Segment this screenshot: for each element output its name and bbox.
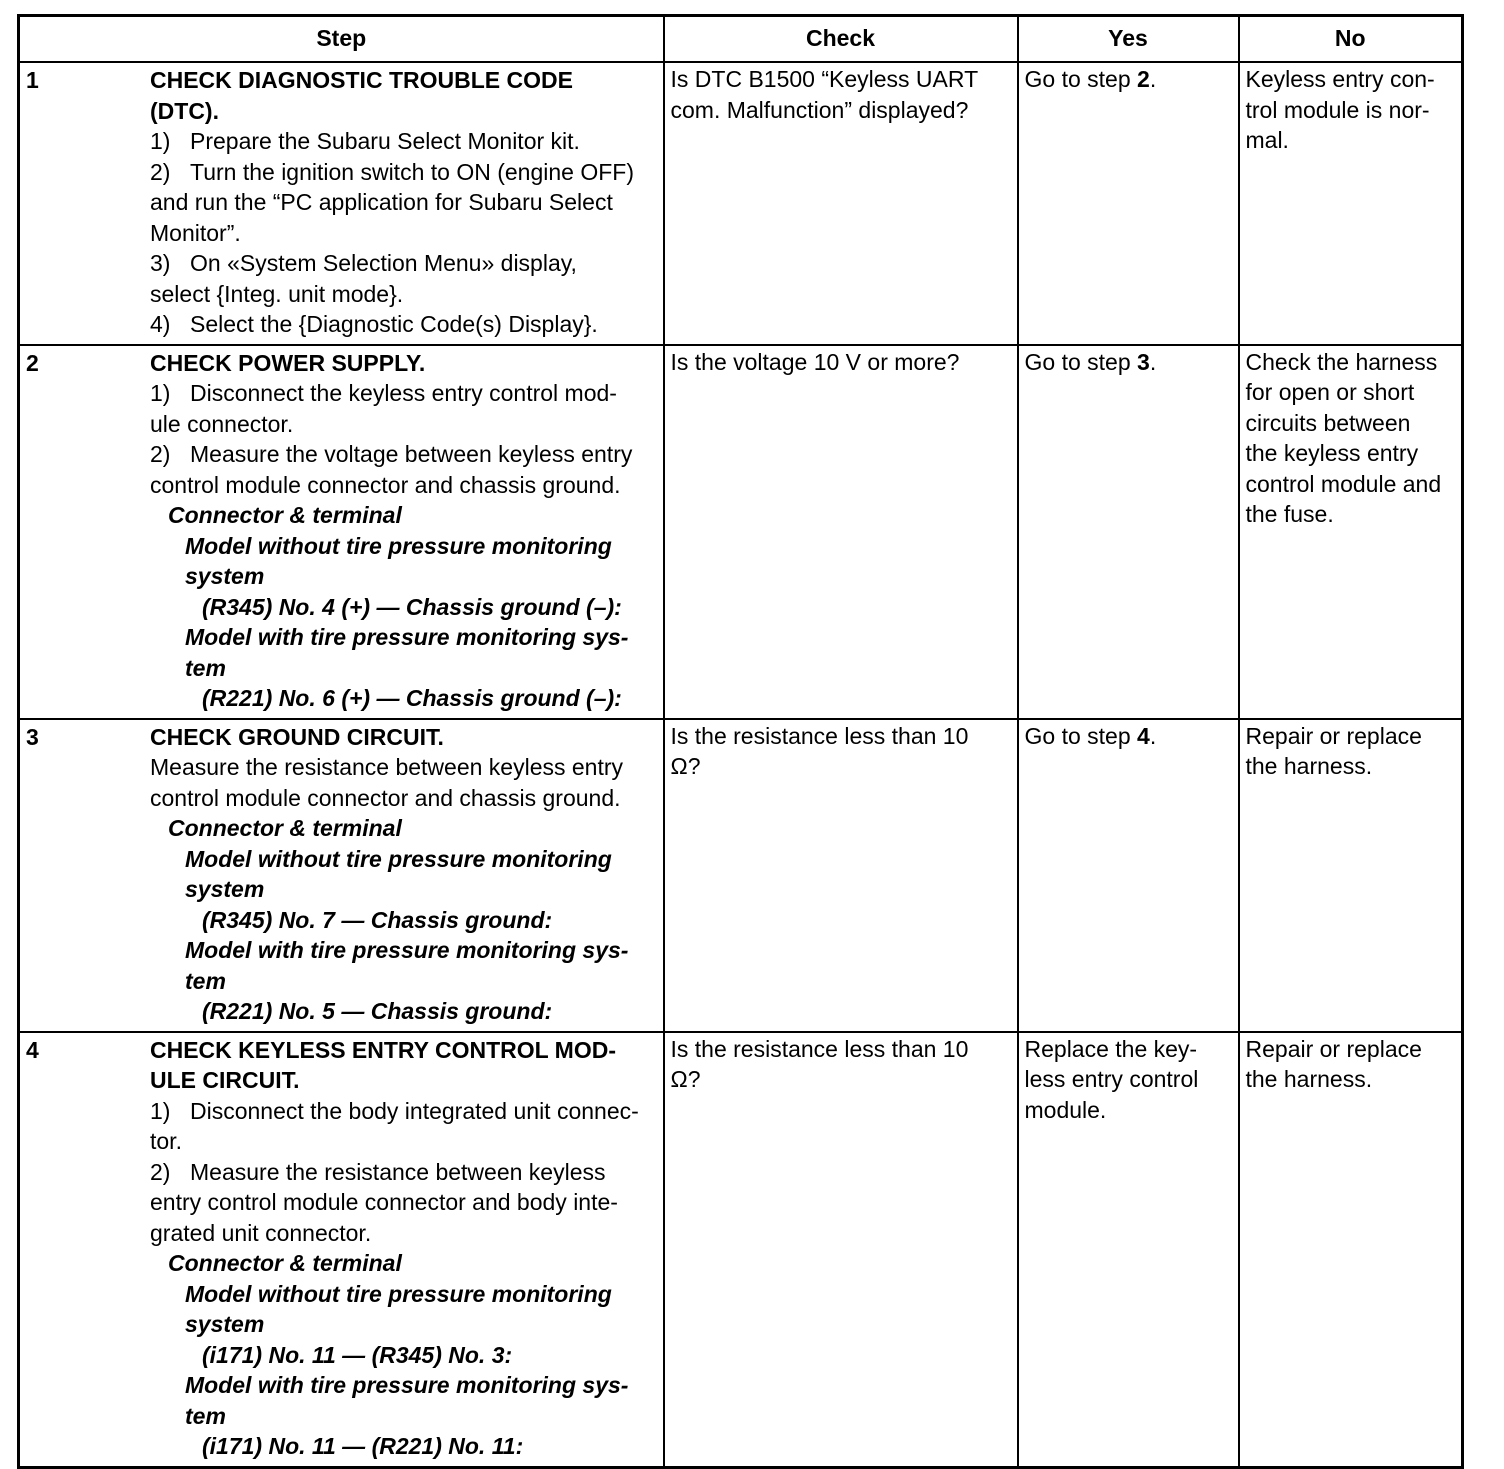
- no-cell: [1239, 345, 1463, 719]
- instruction-number: 2): [150, 158, 171, 185]
- header-yes: Yes: [1018, 16, 1239, 63]
- check-line: Is the resistance less than 10: [670, 722, 969, 749]
- check-cell: [664, 345, 1018, 719]
- check-line: com. Malfunction” displayed?: [670, 96, 969, 123]
- model-label: Model without tire pressure monitoring: [185, 532, 612, 559]
- step-instruction: [150, 157, 655, 188]
- no-line: Repair or replace: [1245, 722, 1422, 749]
- no-line: Check the harness: [1245, 348, 1438, 375]
- step-cell: [19, 719, 664, 1032]
- step-instruction: [150, 1157, 655, 1188]
- instruction-number: 1): [150, 1097, 171, 1124]
- model-label: tem: [185, 1402, 226, 1429]
- check-cell: [664, 719, 1018, 1032]
- step-body: [143, 1033, 663, 1466]
- instruction-text: Prepare the Subaru Select Monitor kit.: [190, 128, 580, 154]
- instruction-continuation: tor.: [150, 1128, 182, 1154]
- step-plain-line: control module connector and chassis ground.: [150, 784, 621, 811]
- step-instruction: [150, 378, 655, 409]
- model-label: Model with tire pressure monitoring sys-: [185, 1372, 629, 1398]
- instruction-number: 3): [150, 250, 171, 276]
- no-line: for open or short: [1245, 379, 1415, 405]
- check-line: Ω?: [670, 753, 701, 779]
- yes-cell: [1018, 719, 1239, 1032]
- yes-suffix: .: [1149, 722, 1157, 749]
- table-row: [19, 1032, 1463, 1468]
- model-label: system: [185, 876, 265, 902]
- instruction-continuation: select {Integ. unit mode}.: [150, 280, 404, 307]
- yes-prefix: Go to step: [1024, 66, 1138, 92]
- instruction-continuation: ule connector.: [150, 410, 294, 437]
- instruction-continuation: and run the “PC application for Subaru Select: [150, 189, 613, 215]
- instruction-number: 1): [150, 128, 171, 154]
- check-cell: [664, 1032, 1018, 1468]
- instruction-text: Measure the resistance between keyless: [190, 1158, 606, 1185]
- instruction-continuation: control module connector and chassis ground.: [150, 471, 621, 498]
- header-row: [19, 16, 1463, 63]
- step-cell: [19, 1032, 664, 1468]
- instruction-text: On «System Selection Menu» display,: [190, 250, 577, 276]
- no-line: control module and: [1245, 470, 1442, 497]
- instruction-number: 1): [150, 380, 171, 406]
- no-line: the fuse.: [1245, 501, 1334, 527]
- yes-step-number: 3: [1137, 348, 1150, 375]
- header-no: No: [1239, 16, 1463, 63]
- connector-heading: Connector & terminal: [168, 815, 402, 841]
- no-cell: [1239, 62, 1463, 345]
- no-line: circuits between: [1245, 409, 1411, 436]
- connector-heading: Connector & terminal: [168, 1250, 402, 1276]
- terminal-spec: (i171) No. 11 — (R345) No. 3:: [202, 1341, 513, 1368]
- step-title-line: CHECK GROUND CIRCUIT.: [150, 723, 444, 750]
- table-row: [19, 345, 1463, 719]
- yes-line: less entry control: [1024, 1066, 1199, 1092]
- step-instruction: [150, 309, 655, 340]
- step-body: [143, 346, 663, 718]
- connector-heading: Connector & terminal: [168, 502, 402, 528]
- no-line: the harness.: [1245, 753, 1373, 779]
- yes-cell: [1018, 62, 1239, 345]
- step-cell: [19, 62, 664, 345]
- no-line: the keyless entry: [1245, 440, 1419, 466]
- model-label: Model with tire pressure monitoring sys-: [185, 937, 629, 963]
- step-title-line: (DTC).: [150, 97, 219, 124]
- yes-step-number: 4: [1137, 722, 1150, 749]
- model-label: Model with tire pressure monitoring sys-: [185, 624, 629, 650]
- step-instruction: [150, 248, 655, 279]
- no-line: mal.: [1245, 127, 1289, 153]
- step-title-line: CHECK POWER SUPPLY.: [150, 349, 426, 376]
- table-row: [19, 719, 1463, 1032]
- check-line: Ω?: [670, 1066, 701, 1092]
- instruction-number: 4): [150, 311, 171, 337]
- step-cell: [19, 345, 664, 719]
- terminal-spec: (R221) No. 5 — Chassis ground:: [202, 998, 553, 1024]
- check-line: Is the resistance less than 10: [670, 1035, 969, 1062]
- yes-line: Replace the key-: [1024, 1035, 1198, 1062]
- step-instruction: [150, 126, 655, 157]
- no-cell: [1239, 719, 1463, 1032]
- instruction-continuation: entry control module connector and body inte-: [150, 1189, 618, 1215]
- yes-prefix: Go to step: [1024, 722, 1138, 749]
- yes-cell: [1018, 345, 1239, 719]
- step-instruction: [150, 1096, 655, 1127]
- model-label: system: [185, 563, 265, 589]
- header-check: Check: [664, 16, 1018, 63]
- instruction-number: 2): [150, 1158, 171, 1185]
- step-title-line: ULE CIRCUIT.: [150, 1067, 300, 1093]
- instruction-number: 2): [150, 441, 171, 467]
- step-title-line: CHECK DIAGNOSTIC TROUBLE CODE: [150, 67, 573, 93]
- step-body: [143, 63, 663, 344]
- instruction-continuation: Monitor”.: [150, 219, 241, 246]
- check-line: Is the voltage 10 V or more?: [670, 348, 960, 375]
- terminal-spec: (R345) No. 7 — Chassis ground:: [202, 906, 553, 933]
- instruction-text: Disconnect the keyless entry control mod-: [190, 380, 617, 406]
- step-title-line: CHECK KEYLESS ENTRY CONTROL MOD-: [150, 1036, 616, 1063]
- terminal-spec: (R221) No. 6 (+) — Chassis ground (–):: [202, 685, 622, 711]
- step-number: 3: [26, 723, 39, 750]
- yes-line: module.: [1024, 1096, 1107, 1123]
- yes-cell: [1018, 1032, 1239, 1468]
- instruction-text: Measure the voltage between keyless entry: [190, 441, 633, 467]
- instruction-text: Disconnect the body integrated unit connec-: [190, 1097, 639, 1124]
- check-cell: [664, 62, 1018, 345]
- diagnostic-procedure-table: [17, 14, 1464, 1469]
- yes-suffix: .: [1149, 66, 1157, 92]
- model-label: Model without tire pressure monitoring: [185, 1280, 612, 1307]
- model-label: tem: [185, 967, 226, 994]
- yes-prefix: Go to step: [1024, 348, 1138, 375]
- no-line: Repair or replace: [1245, 1035, 1422, 1062]
- instruction-text: Select the {Diagnostic Code(s) Display}.: [190, 311, 598, 337]
- check-line: Is DTC B1500 “Keyless UART: [670, 66, 979, 92]
- no-cell: [1239, 1032, 1463, 1468]
- table-row: [19, 62, 1463, 345]
- header-step: Step: [19, 16, 664, 63]
- step-plain-line: Measure the resistance between keyless entry: [150, 754, 624, 780]
- yes-step-number: 2: [1137, 66, 1150, 92]
- step-number: 1: [26, 67, 39, 93]
- no-line: the harness.: [1245, 1066, 1373, 1092]
- model-label: system: [185, 1311, 265, 1337]
- step-instruction: [150, 439, 655, 470]
- step-number: 4: [26, 1036, 39, 1063]
- model-label: tem: [185, 654, 226, 681]
- step-number: 2: [26, 349, 39, 376]
- yes-suffix: .: [1149, 348, 1157, 375]
- instruction-text: Turn the ignition switch to ON (engine OFF): [190, 158, 634, 185]
- terminal-spec: (R345) No. 4 (+) — Chassis ground (–):: [202, 593, 622, 620]
- terminal-spec: (i171) No. 11 — (R221) No. 11:: [202, 1433, 524, 1459]
- step-body: [143, 720, 663, 1031]
- no-line: Keyless entry con-: [1245, 66, 1435, 92]
- instruction-continuation: grated unit connector.: [150, 1219, 372, 1246]
- no-line: trol module is nor-: [1245, 96, 1430, 123]
- model-label: Model without tire pressure monitoring: [185, 845, 612, 872]
